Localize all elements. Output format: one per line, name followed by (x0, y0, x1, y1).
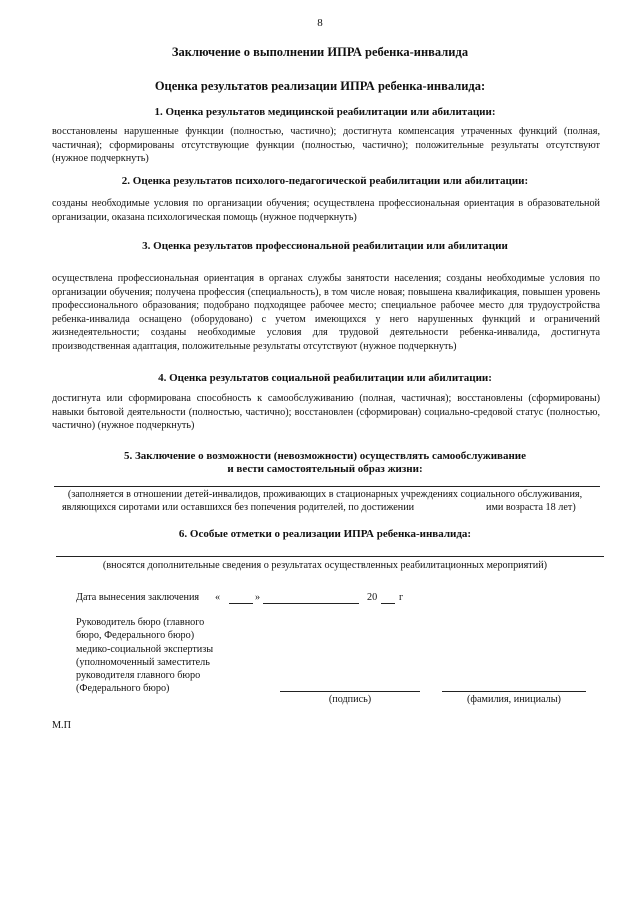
page-number: 8 (317, 17, 323, 29)
signatory-line: медико-социальной экспертизы (76, 643, 214, 655)
signatory-line: Руководитель бюро (главного (76, 617, 205, 628)
section-5-note-line2a: являющихся сиротами или оставшихся без попечения родителей, по достижении (62, 502, 415, 513)
section-2-heading: 2. Оценка результатов психолого-педагогической реабилитации или абилитации: (121, 175, 529, 187)
section-3-heading: 3. Оценка результатов профессиональной реабилитации или абилитации (142, 240, 508, 252)
date-label: Дата вынесения заключения (76, 592, 200, 603)
document-title: Заключение о выполнении ИПРА ребенка-инвалида (171, 45, 469, 59)
section-3-text: осуществлена профессиональная ориентация в органах службы занятости населения; созданы необходимые условия по организации обучения; получена профессия (специальность), в том числе новая; повышена квалификация, повышен уровень профессионального образования; подобрано подходящее рабочее место; специальное рабочее место для трудоустройства ребенка-инвалида оснащено (оборудовано) с учетом имеющихся у него нарушенных функций и ограничений жизнедеятельности; созданы необходимые условия для трудовой деятельности ребенка-инвалида, достигнута производственная адаптация, положительные результаты отсутствуют (нужное подчеркнуть) (52, 273, 600, 352)
signatory-block (76, 616, 213, 696)
name-line (442, 691, 586, 692)
stamp-place: М.П (52, 720, 71, 731)
section-5-fill-line (54, 486, 600, 487)
date-month-line (263, 603, 359, 604)
date-day-line (229, 603, 253, 604)
date-close-quote: » (255, 592, 261, 603)
signatory-line: бюро, Федерального бюро) (76, 630, 195, 642)
section-5-note-line1: (заполняется в отношении детей-инвалидов, проживающих в стационарных учреждениях социального обслуживания, (67, 489, 583, 500)
section-5-heading-line1: 5. Заключение о возможности (невозможности) осуществлять самообслуживание (123, 450, 527, 462)
section-1-text: восстановлены нарушенные функции (полностью, частично); достигнута компенсация утраченных функций (полная, частичная); сформированы отсутствующие функции (полностью, частично); положительные результаты отсутствуют (нужное подчеркнуть) (52, 126, 600, 165)
signature-caption: (подпись) (328, 694, 372, 705)
date-year-prefix: 20 (367, 592, 378, 603)
section-5-note-line2b: ими возраста 18 лет) (486, 502, 576, 513)
section-6-heading: 6. Особые отметки о реализации ИПРА ребенка-инвалида: (178, 528, 472, 540)
section-5-heading-line2: и вести самостоятельный образ жизни: (227, 463, 423, 475)
section-4-text: достигнута или сформирована способность к самообслуживанию (полная, частичная); восстановлены (сформированы) навыки бытовой деятельности (полностью, частично); восстановлен (сформирован) социально-средовой статус (полностью, частично) (нужное подчеркнуть) (52, 393, 600, 432)
signature-line (280, 691, 420, 692)
signatory-line: (уполномоченный заместитель (76, 656, 210, 668)
date-year-line (381, 603, 395, 604)
section-6-note: (вносятся дополнительные сведения о результатах осуществленных реабилитационных мероприятий) (102, 560, 548, 571)
date-open-quote: « (215, 592, 221, 603)
section-6-fill-line (56, 556, 604, 557)
section-1-heading: 1. Оценка результатов медицинской реабилитации или абилитации: (154, 106, 496, 118)
date-year-suffix: г (399, 592, 404, 603)
section-4-heading: 4. Оценка результатов социальной реабилитации или абилитации: (158, 372, 492, 384)
signatory-line: (Федерального бюро) (76, 683, 170, 695)
name-caption: (фамилия, инициалы) (467, 694, 561, 705)
signatory-line: руководителя главного бюро (76, 670, 201, 682)
document-subtitle: Оценка результатов реализации ИПРА ребенка-инвалида: (154, 79, 486, 93)
section-2-text: созданы необходимые условия по организации обучения; осуществлена профессиональная ориентация в образовательной организации, оказана психологическая помощь (нужное подчеркнуть) (52, 198, 600, 223)
